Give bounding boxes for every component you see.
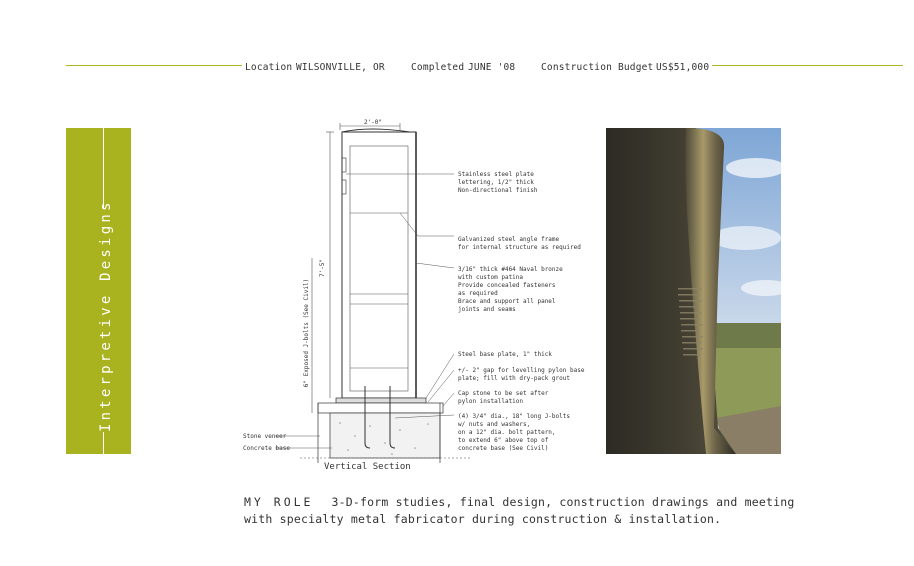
header-rule-left	[66, 65, 242, 66]
label-stone-veneer: Stone veneer	[243, 433, 287, 440]
budget-label: Construction Budget	[541, 62, 654, 73]
note-angle-frame: Galvanized steel angle frame for internal structure as required	[458, 236, 581, 251]
completed-value: JUNE '08	[468, 62, 516, 73]
budget-value: US$51,000	[656, 62, 710, 73]
role-line-1: 3-D-form studies, final design, construction drawings and meeting	[331, 495, 795, 509]
section-title: Interpretive Designs	[98, 199, 114, 432]
bronze-pylon-photo	[606, 128, 781, 454]
location-value: WILSONVILLE, OR	[296, 62, 385, 73]
label-concrete-base: Concrete base	[243, 445, 290, 452]
width-dimension: 2'-0"	[363, 119, 383, 126]
note-cap-stone: Cap stone to be set after pylon installation	[458, 390, 549, 405]
header-rule-right	[712, 65, 903, 66]
sidebar-rule-bottom	[103, 432, 104, 454]
my-role-section	[244, 494, 795, 528]
note-naval-bronze: 3/16" thick #464 Naval bronze with custom patina Provide concealed fasteners as required Brace and support all panel joints and seams	[458, 266, 563, 313]
drawing-caption: Vertical Section	[324, 462, 411, 472]
location-label: Location	[245, 62, 293, 73]
height-dimension: 7'-5"	[319, 258, 326, 278]
vertical-section-drawing	[240, 118, 600, 474]
note-grout-gap: +/- 2" gap for levelling pylon base plate; fill with dry-pack grout	[458, 367, 585, 382]
role-line-2: with specialty metal fabricator during construction & installation.	[244, 512, 722, 526]
bolts-dimension: 6" Exposed J-bolts (See Civil)	[303, 278, 310, 388]
completed-label: Completed	[411, 62, 465, 73]
project-info-header	[245, 62, 710, 76]
role-heading: MY ROLE	[244, 495, 314, 509]
note-stainless-plate: Stainless steel plate lettering, 1/2" thick Non-directional finish	[458, 171, 538, 194]
note-j-bolts: (4) 3/4" dia., 18" long J-bolts w/ nuts and washers, on a 12" dia. bolt pattern, to extend 6" above top of concrete base (See Civil)	[458, 413, 570, 452]
note-base-plate: Steel base plate, 1" thick	[458, 351, 552, 358]
